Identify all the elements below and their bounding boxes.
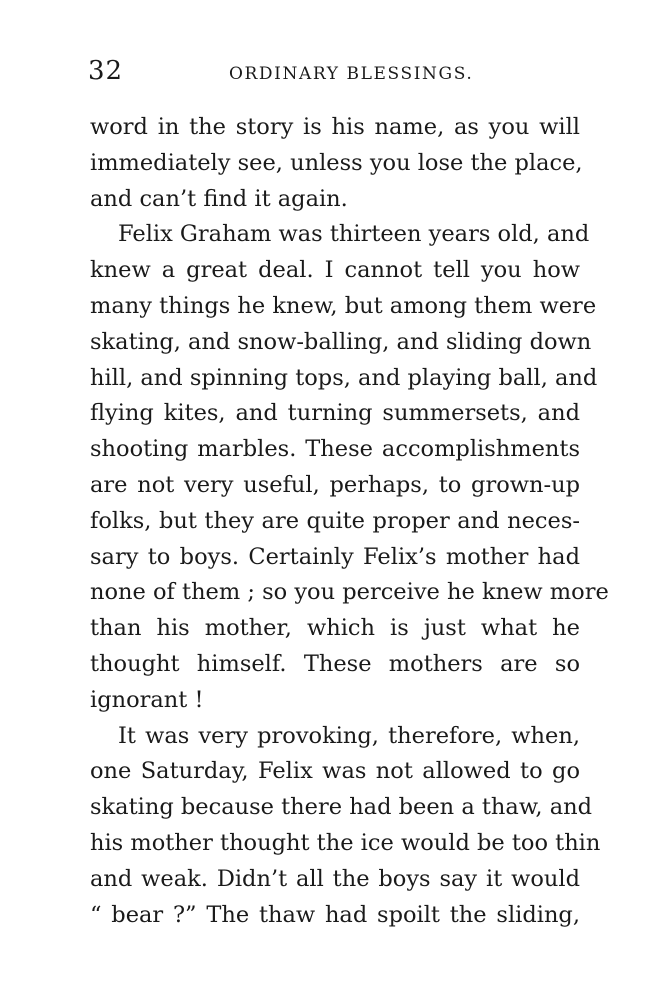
running-head: ORDINARY BLESSINGS.	[229, 64, 474, 84]
text-line: “ bear ?” The thaw had spoilt the sliding,	[90, 901, 580, 928]
text-line: one Saturday, Felix was not allowed to go	[90, 758, 580, 785]
page-number: 32	[88, 56, 124, 86]
text-line: his mother thought the ice would be too thin	[90, 829, 601, 856]
text-line: thought himself. These mothers are so	[90, 650, 580, 677]
text-line: none of them ; so you perceive he knew more	[90, 579, 609, 606]
text-line: sary to boys. Certainly Felix’s mother had	[90, 543, 580, 570]
text-line: word in the story is his name, as you will	[90, 114, 580, 140]
text-line: folks, but they are quite proper and neces-	[90, 507, 580, 534]
text-line: shooting marbles. These accomplishments	[90, 436, 580, 463]
text-line: are not very useful, perhaps, to grown-up	[90, 471, 580, 498]
page-header	[88, 56, 578, 92]
body-text	[90, 110, 609, 933]
text-line: knew a great deal. I cannot tell you how	[90, 257, 580, 284]
text-line: ignorant !	[90, 686, 204, 713]
text-line: many things he knew, but among them were	[90, 292, 597, 319]
text-line: and can’t find it again.	[90, 185, 348, 212]
text-line: and weak. Didn’t all the boys say it would	[90, 865, 580, 892]
text-line: than his mother, which is just what he	[90, 615, 580, 642]
text-line: Felix Graham was thirteen years old, and	[118, 221, 590, 248]
text-line: immediately see, unless you lose the place,	[90, 149, 583, 176]
text-line: skating, and snow-balling, and sliding down	[90, 328, 592, 355]
text-line: It was very provoking, therefore, when,	[118, 722, 580, 749]
text-line: hill, and spinning tops, and playing ball, and	[90, 364, 598, 391]
text-line: flying kites, and turning summersets, and	[90, 400, 580, 427]
text-line: skating because there had been a thaw, and	[90, 794, 593, 821]
